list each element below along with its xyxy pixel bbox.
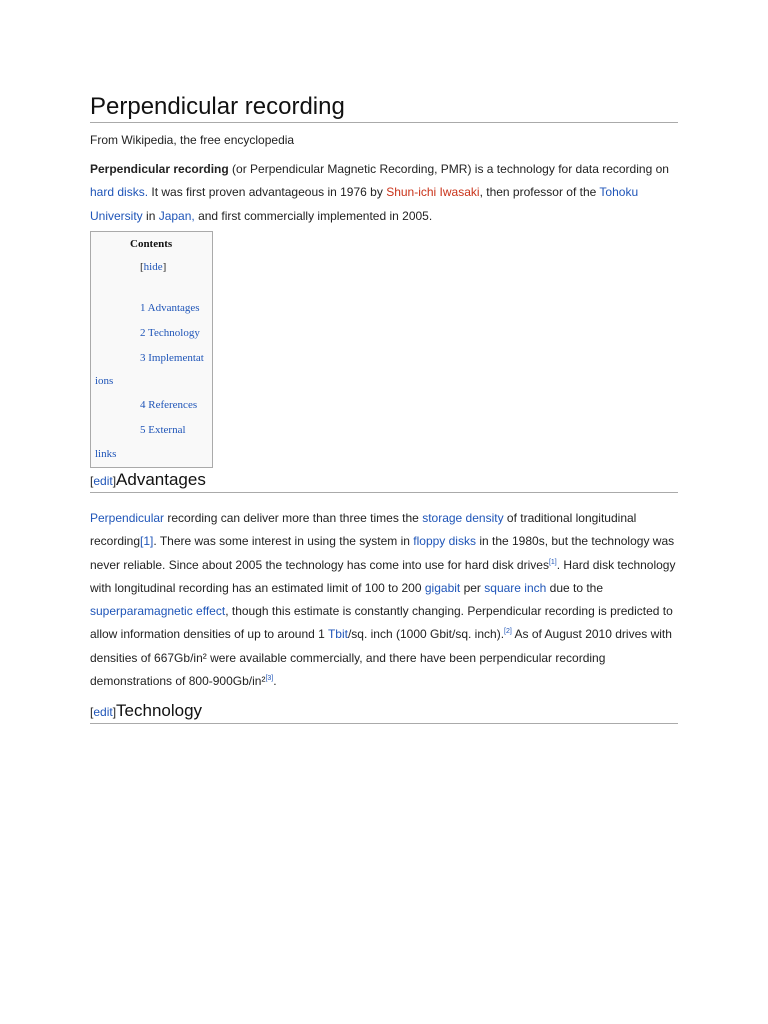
toc-item-advantages[interactable]: 1 Advantages (140, 302, 200, 314)
edit-section-advantages: [edit] (90, 474, 117, 488)
link-floppy-disks[interactable]: floppy disks (413, 534, 476, 549)
intro-text-5: and first commercially implemented in 2005. (194, 208, 433, 223)
heading-text-advantages: Advantages (116, 470, 206, 489)
toc-item-external-links[interactable]: 5 External (140, 424, 186, 436)
link-gigabit[interactable]: gigabit (424, 580, 461, 595)
toc-hide-toggle: [hide] (140, 261, 167, 273)
table-of-contents (90, 231, 213, 468)
toc-item-technology[interactable]: 2 Technology (140, 327, 200, 339)
advantages-paragraph: Perpendicular recording can deliver more than three times the storage density of traditional longitudinal recording[1]. There was some interest in using the system in floppy disks in the 1980s, but the technology was never reliable. Since about 2005 the technology has come into use for hard disk drives[1]. Hard disk technology with longitudinal recording has an estimated limit of 100 to 200 gigabit per square inch due to the superparamagnetic effect, though this estimate is constantly changing. Perpendicular recording is predicted to allow information densities of up to around 1 Tbit/sq. inch (1000 Gbit/sq. inch).[2] As of August 2010 drives with densities of 667Gb/in² were available commercially, and there have been perpendicular recording demonstrations of 800-900Gb/in²[3]. (90, 511, 676, 689)
citation-3[interactable]: [3] (265, 675, 274, 683)
intro-text-1: (or Perpendicular Magnetic Recording, PMR) is a technology for data recording on (228, 162, 669, 176)
reference-link-1[interactable]: [1] (140, 534, 154, 549)
edit-link-technology[interactable]: edit (93, 705, 113, 719)
link-perpendicular[interactable]: Perpendicular (90, 511, 165, 525)
page-title: Perpendicular recording (90, 92, 678, 123)
section-heading-technology (90, 700, 678, 724)
link-superparamagnetic-effect[interactable]: superparamagnetic effect (90, 604, 226, 619)
link-hard-disks[interactable]: hard disks. (90, 185, 149, 200)
section-heading-advantages (90, 469, 678, 493)
citation-1[interactable]: [1] (548, 558, 557, 566)
edit-section-technology: [edit] (90, 705, 117, 719)
toc-item-implementations[interactable]: 3 Implementat (140, 352, 204, 364)
intro-text-2: It was first proven advantageous in 1976 by (148, 185, 387, 200)
tagline: From Wikipedia, the free encyclopedia (90, 133, 295, 147)
link-japan[interactable]: Japan, (158, 208, 195, 223)
toc-item-implementations-cont[interactable]: ions (95, 375, 114, 387)
link-tbit[interactable]: Tbit (327, 627, 348, 642)
toc-item-external-links-cont[interactable]: links (95, 448, 117, 460)
link-tohoku-university[interactable]: Tohoku University (90, 185, 639, 223)
heading-text-technology: Technology (116, 701, 203, 720)
link-shun-ichi-iwasaki[interactable]: Shun-ichi Iwasaki (386, 185, 480, 200)
toc-title: Contents (130, 238, 173, 250)
intro-paragraph (90, 158, 678, 228)
toc-hide-link[interactable]: hide (143, 261, 163, 273)
intro-lead: Perpendicular recording (90, 162, 229, 176)
link-storage-density[interactable]: storage density (422, 511, 504, 525)
citation-2[interactable]: [2] (504, 628, 512, 636)
intro-text-4: in (142, 208, 159, 223)
link-square-inch[interactable]: square inch (484, 580, 547, 595)
toc-item-references[interactable]: 4 References (140, 399, 198, 411)
edit-link-advantages[interactable]: edit (93, 474, 113, 488)
intro-text-3: , then professor of the (479, 185, 600, 200)
